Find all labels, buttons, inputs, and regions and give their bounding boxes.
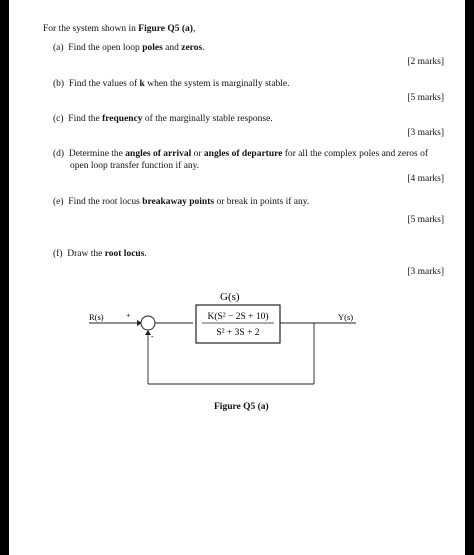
part-a-marks: [2 marks] <box>407 57 444 67</box>
figure-caption: Figure Q5 (a) <box>214 402 269 412</box>
output-label: Y(s) <box>338 312 354 322</box>
question-sheet <box>9 0 465 555</box>
part-d-text: (d) Determine the angles of arrival or angles of departure for all the complex poles and zeros of <box>53 149 429 159</box>
gs-label: G(s) <box>220 291 240 303</box>
part-d-marks: [4 marks] <box>407 174 444 184</box>
part-f-marks: [3 marks] <box>407 267 444 277</box>
tf-numerator: K(S² − 2S + 10) <box>207 312 269 322</box>
part-b-marks: [5 marks] <box>407 93 444 103</box>
minus-sign: - <box>151 332 154 341</box>
part-f-text: (f) Draw the root locus. <box>53 249 147 259</box>
input-label: R(s) <box>89 312 104 322</box>
plus-sign: + <box>126 311 131 320</box>
part-c-text: (c) Find the frequency of the marginally stable response. <box>53 114 273 124</box>
part-e-marks: [5 marks] <box>407 215 444 225</box>
part-b-text: (b) Find the values of k when the system is marginally stable. <box>53 79 290 89</box>
block-diagram <box>9 280 465 390</box>
part-c-marks: [3 marks] <box>407 128 444 138</box>
part-e-text: (e) Find the root locus breakaway points or break in points if any. <box>53 197 310 207</box>
summing-junction <box>141 316 155 330</box>
tf-denominator: S² + 3S + 2 <box>216 328 260 338</box>
part-a-text: (a) Find the open loop poles and zeros. <box>53 43 205 53</box>
intro-text: For the system shown in Figure Q5 (a), <box>43 24 196 34</box>
part-d-text-line2: open loop transfer function if any. <box>70 161 200 171</box>
